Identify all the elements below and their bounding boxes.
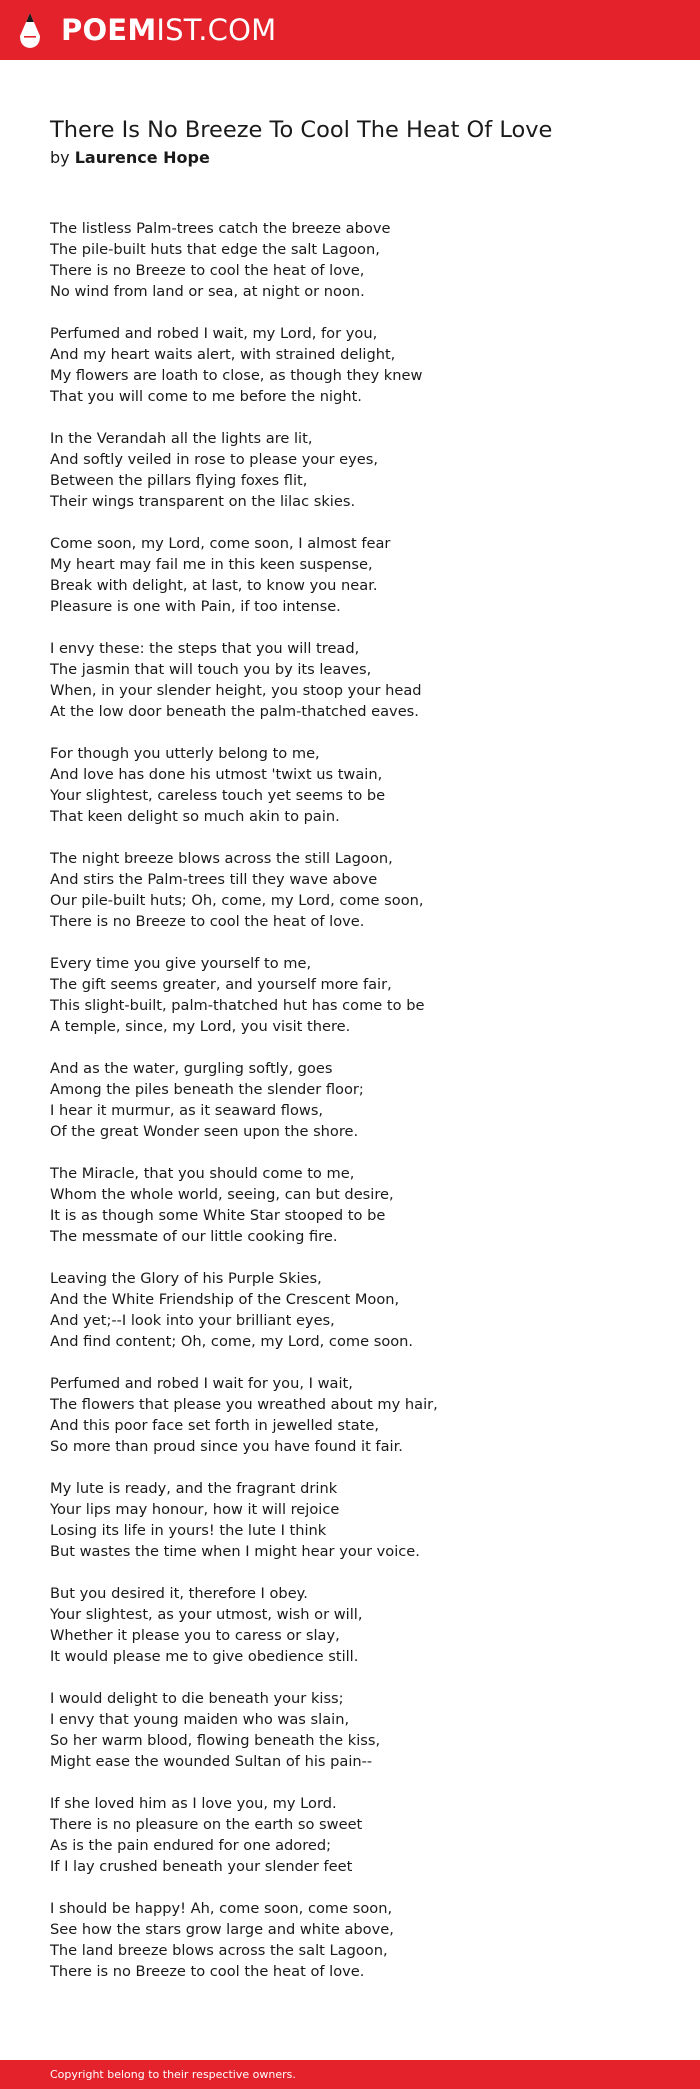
poem-line: The pile-built huts that edge the salt Lagoon, — [50, 241, 380, 258]
poem-line: The gift seems greater, and yourself more fair, — [50, 976, 392, 993]
stanza — [50, 743, 650, 827]
stanza — [50, 323, 650, 407]
stanza — [50, 1478, 650, 1562]
poem-line: My lute is ready, and the fragrant drink — [50, 1480, 338, 1497]
poem-line: The Miracle, that you should come to me, — [50, 1165, 355, 1182]
poem-line: The flowers that please you wreathed about my hair, — [50, 1396, 438, 1413]
logo-light-text: IST.COM — [156, 13, 277, 47]
poem-line: But wastes the time when I might hear your voice. — [50, 1543, 420, 1560]
poem-line: There is no pleasure on the earth so sweet — [50, 1816, 363, 1833]
poem-line: At the low door beneath the palm-thatched eaves. — [50, 703, 419, 720]
poem-line: Your lips may honour, how it will rejoice — [50, 1501, 340, 1518]
pencil-tip-icon[interactable] — [17, 12, 43, 50]
poem-line: And stirs the Palm-trees till they wave above — [50, 871, 378, 888]
poem-line: When, in your slender height, you stoop your head — [50, 682, 422, 699]
poem-line: Whether it please you to caress or slay, — [50, 1627, 340, 1644]
poem-line: Pleasure is one with Pain, if too intense. — [50, 598, 341, 615]
stanza — [50, 1688, 650, 1772]
stanza — [50, 1583, 650, 1667]
poem-line: Between the pillars flying foxes flit, — [50, 472, 308, 489]
poem-line: Might ease the wounded Sultan of his pain-- — [50, 1753, 373, 1770]
poem-line: Break with delight, at last, to know you near. — [50, 577, 378, 594]
poem-line: And this poor face set forth in jewelled state, — [50, 1417, 379, 1434]
poem-line: The land breeze blows across the salt Lagoon, — [50, 1942, 388, 1959]
poem-line: So more than proud since you have found it fair. — [50, 1438, 403, 1455]
copyright-text: Copyright belong to their respective owners. — [50, 2068, 296, 2081]
stanza — [50, 848, 650, 932]
poem-line: The messmate of our little cooking fire. — [50, 1228, 338, 1245]
poem-line: As is the pain endured for one adored; — [50, 1837, 332, 1854]
poem-line: For though you utterly belong to me, — [50, 745, 320, 762]
poem-line: This slight-built, palm-thatched hut has come to be — [50, 997, 425, 1014]
poem-line: That you will come to me before the night. — [50, 388, 362, 405]
poem-line: In the Verandah all the lights are lit, — [50, 430, 313, 447]
poem-body — [50, 218, 650, 2003]
poem-line: Whom the whole world, seeing, can but desire, — [50, 1186, 394, 1203]
poem-line: Their wings transparent on the lilac skies. — [50, 493, 356, 510]
byline — [50, 146, 210, 170]
poem-line: Our pile-built huts; Oh, come, my Lord, come soon, — [50, 892, 424, 909]
poem-line: And find content; Oh, come, my Lord, come soon. — [50, 1333, 414, 1350]
poem-line: And the White Friendship of the Crescent Moon, — [50, 1291, 400, 1308]
poem-line: There is no Breeze to cool the heat of love. — [50, 913, 365, 930]
poem-line: There is no Breeze to cool the heat of love. — [50, 1963, 365, 1980]
poem-line: The jasmin that will touch you by its leaves, — [50, 661, 372, 678]
poem-line: Leaving the Glory of his Purple Skies, — [50, 1270, 322, 1287]
poem-line: A temple, since, my Lord, you visit there. — [50, 1018, 351, 1035]
poem-line: It would please me to give obedience still. — [50, 1648, 359, 1665]
poem-line: And softly veiled in rose to please your eyes, — [50, 451, 379, 468]
poem-line: Your slightest, careless touch yet seems to be — [50, 787, 386, 804]
poem-line: I envy that young maiden who was slain, — [50, 1711, 350, 1728]
stanza — [50, 218, 650, 302]
poem-line: See how the stars grow large and white above, — [50, 1921, 394, 1938]
by-label: by — [50, 148, 70, 167]
poem-line: Of the great Wonder seen upon the shore. — [50, 1123, 359, 1140]
poem-line: Your slightest, as your utmost, wish or will, — [50, 1606, 363, 1623]
poem-line: And as the water, gurgling softly, goes — [50, 1060, 333, 1077]
logo-bold-text: POEM — [61, 13, 157, 47]
stanza — [50, 1898, 650, 1982]
poem-line: And my heart waits alert, with strained delight, — [50, 346, 396, 363]
poem-line: So her warm blood, flowing beneath the kiss, — [50, 1732, 381, 1749]
poem-line: I would delight to die beneath your kiss; — [50, 1690, 344, 1707]
stanza — [50, 953, 650, 1037]
poem-title: There Is No Breeze To Cool The Heat Of Love — [50, 117, 553, 143]
poem-line: That keen delight so much akin to pain. — [50, 808, 340, 825]
poem-line: Perfumed and robed I wait, my Lord, for you, — [50, 325, 378, 342]
poem-line: Perfumed and robed I wait for you, I wait, — [50, 1375, 353, 1392]
poem-line: Every time you give yourself to me, — [50, 955, 312, 972]
author-name: Laurence Hope — [74, 148, 210, 167]
stanza — [50, 1373, 650, 1457]
stanza — [50, 1793, 650, 1877]
poem-line: I envy these: the steps that you will tread, — [50, 640, 360, 657]
site-logo[interactable] — [61, 12, 276, 48]
poem-line: And love has done his utmost 'twixt us twain, — [50, 766, 383, 783]
poem-line: The listless Palm-trees catch the breeze above — [50, 220, 391, 237]
poem-line: If I lay crushed beneath your slender feet — [50, 1858, 353, 1875]
stanza — [50, 428, 650, 512]
poem-line: It is as though some White Star stooped to be — [50, 1207, 386, 1224]
site-header — [0, 0, 700, 60]
poem-line: The night breeze blows across the still Lagoon, — [50, 850, 393, 867]
poem-line: Losing its life in yours! the lute I think — [50, 1522, 327, 1539]
poem-line: And yet;--I look into your brilliant eyes, — [50, 1312, 335, 1329]
stanza — [50, 1268, 650, 1352]
poem-line: If she loved him as I love you, my Lord. — [50, 1795, 337, 1812]
stanza — [50, 1058, 650, 1142]
stanza — [50, 533, 650, 617]
stanza — [50, 1163, 650, 1247]
poem-line: Among the piles beneath the slender floor; — [50, 1081, 364, 1098]
site-footer — [0, 2060, 700, 2089]
poem-line: I hear it murmur, as it seaward flows, — [50, 1102, 324, 1119]
stanza — [50, 638, 650, 722]
poem-line: No wind from land or sea, at night or noon. — [50, 283, 365, 300]
poem-line: Come soon, my Lord, come soon, I almost fear — [50, 535, 391, 552]
poem-line: I should be happy! Ah, come soon, come soon, — [50, 1900, 393, 1917]
poem-line: There is no Breeze to cool the heat of love, — [50, 262, 365, 279]
poem-line: My heart may fail me in this keen suspense, — [50, 556, 373, 573]
poem-line: But you desired it, therefore I obey. — [50, 1585, 308, 1602]
poem-line: My flowers are loath to close, as though they knew — [50, 367, 423, 384]
